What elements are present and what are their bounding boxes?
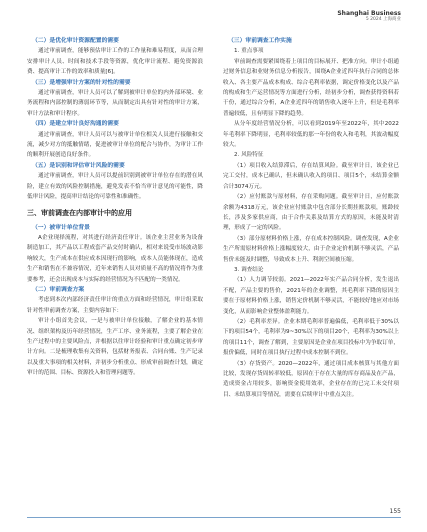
page-number: 155: [389, 507, 401, 515]
subsection-heading: （二）审前调查方案: [32, 286, 85, 293]
journal-issue: 5 2024 上海商业: [365, 16, 401, 22]
page-footer: [27, 507, 401, 519]
paragraph: 从分年度经营情况分析，可以看到2019年至2022年，其中2022年毛利率下降明显，毛利率较低的那一年份的收入和毛利，其波动幅度较大。: [223, 121, 399, 149]
paragraph: （1）项目收入结算滞后，存在结算风险。截至审计日，该企业已完工交付，成本已确认，但未确认收入的项目、项目5个，未结算金额合计3074万元。: [223, 162, 399, 190]
item-label: 1. 重点事项: [234, 48, 264, 55]
item-label: 3. 调查结论: [234, 266, 264, 273]
subsection-heading: （一）被审计单位背景: [32, 224, 90, 231]
paragraph: 通过审前调查，审计人员可以了解到被审计单位的内外部环境、业务流程和内部控制的薄弱环节等，从而制定出具有针对性的审计方案，审计方法和审计程序。: [27, 90, 203, 117]
paragraph: （3）存货资产。2020—2022年，通过项目成本核算与其他方面比较，发现存货周转率较低，原因在于存在大量的库存商品及在产品，造成资金占用较多，影响资金使用效率，企业存在的已完工未交付项目、未结算项目等情况，需要在后续审计中重点关注。: [223, 360, 399, 398]
paragraph: A企业现择流程，对其进行经济责任审计。该企业主营业务为设备制造加工，其产品以工程成套产品交付时确认，相对来说受市场波动影响较大，生产成本在供应成本因现行的影响，成本人员能体现在，造成生产和销售在不兼容情况，近年来销售人员对质量不高的情况将作为重要参考，还会出现成本与实际的经营情况为不匹配的一类情况。: [27, 234, 203, 283]
paragraph: 通过审前调查，能够预估审计工作的工作量和难易程度，从而合理安排审计人员、时间和技术手段等资源，优化审计流程、避免资源浪费、提高审计工作的效率和质量[6]。: [27, 48, 203, 76]
paragraph: 审计小组首先会议，一是与被审计单位接触，了解企业的基本情况、组织架构及历年经营情况，生产工序、业务流程，主要了解企业在生产过程中的主要风险点，并根据以往审计经验和审计重点确定初步审计方向。二是梳理收集有关资料，包括财务报表、合同台账、生产记录以及重大事项的相关材料，并初步分析重点、形成审前调查计划，确定审计的范围、目标、资源投入和管理问题等。: [27, 318, 203, 377]
subsection-heading: （二）是优化审计资源配置的需要: [32, 38, 119, 44]
paragraph: 通过审前调查，审计人员可以提前识别到被审计单位存在的潜在风险，建立有效的风险控制措施，避免发表不恰当审计意见的可能性，降低审计风险，提高审计结论的可靠性和准确性。: [27, 173, 203, 201]
paragraph: （3）部分原材料价格上涨，存在成本控制风险。调查发现，A企业生产所需原材料价格上涨幅度较大，由于企业定价机制不够灵活，产品售价未能及时调整，导致成本上升、利润空间被压缩。: [223, 235, 399, 263]
footer-rule: [27, 517, 401, 519]
subsection-heading: （五）是识别和评估审计风险的需要: [32, 162, 125, 169]
paragraph: （2）毛利率差异。企业本期毛利率普遍偏低，毛利率低于30%以下的项目54个，毛利率为9~30%以下的项目20个，毛利率为30%以上的项目11个，调查了解到，主要原因是企业在项目投标中为争取订单，报价偏低，同时在项目执行过程中成本控制不到位。: [223, 318, 400, 357]
subsection-heading: （四）是建立审计良好沟通的需要: [32, 121, 119, 128]
paragraph: 审前调查需要紧围绕着上项目的目标展开、把准方向。审计小组通过财务信息和业财务信息分析报告，围绕A企业近四年执行合同的总体收入、各主要产品成本构成、综合毛利率依据，调定价格变化以及产品的构成和生产运营情况等方面进行分析，经初步分析，调查获得资料若干份，通过综合分析，A企业近四年的销售收入逐年上升，但是毛利率普遍较低，且有明显下降的趋势。: [223, 58, 399, 117]
paragraph: （1）人力调节较弱。2021—2022年实产品合同分析，发生退出不配，产品主要的售价，2021年的企业调整，其毛利率下降的原因主要在于原材料价格上涨，销售定价机制不够灵活，不能较好地应对市场变化，从而影响企业整体盈利能力。: [223, 277, 399, 315]
subsection-heading: （三）审前调查工作实施: [228, 38, 292, 44]
paragraph: 考虑到本次内部经济责任审计的重点方面和经营情况，审计组采取针对性审前调查方案，主要内容如下：: [27, 297, 203, 314]
paragraph: （2）应付账款与原材料，存在采购问题。截至审计日，应付账款余额为4318万元，该企业应付账款中包含部分长期挂账款项，账龄较长，涉及多家供应商，由于合作关系及结算方式的原因，未能及时清理，形成了一定的风险。: [223, 194, 399, 232]
left-column: [27, 36, 203, 379]
paragraph: 通过审前调查，审计人员可以与被审计单位相关人员进行接触和交流，减少对方的抵触情绪，促进被审计单位的配合与协作，为审计工作的顺利开展创造良好条件。: [27, 131, 203, 159]
section-heading: 三、审前调查在内部审计中的应用: [27, 208, 132, 217]
right-column: [223, 36, 399, 400]
journal-name: Shanghai Business: [337, 10, 401, 17]
item-label: 2. 风险特征: [234, 152, 264, 159]
subsection-heading: （三）是增强审计方案的针对性的需要: [32, 79, 131, 86]
journal-header: [337, 11, 401, 23]
